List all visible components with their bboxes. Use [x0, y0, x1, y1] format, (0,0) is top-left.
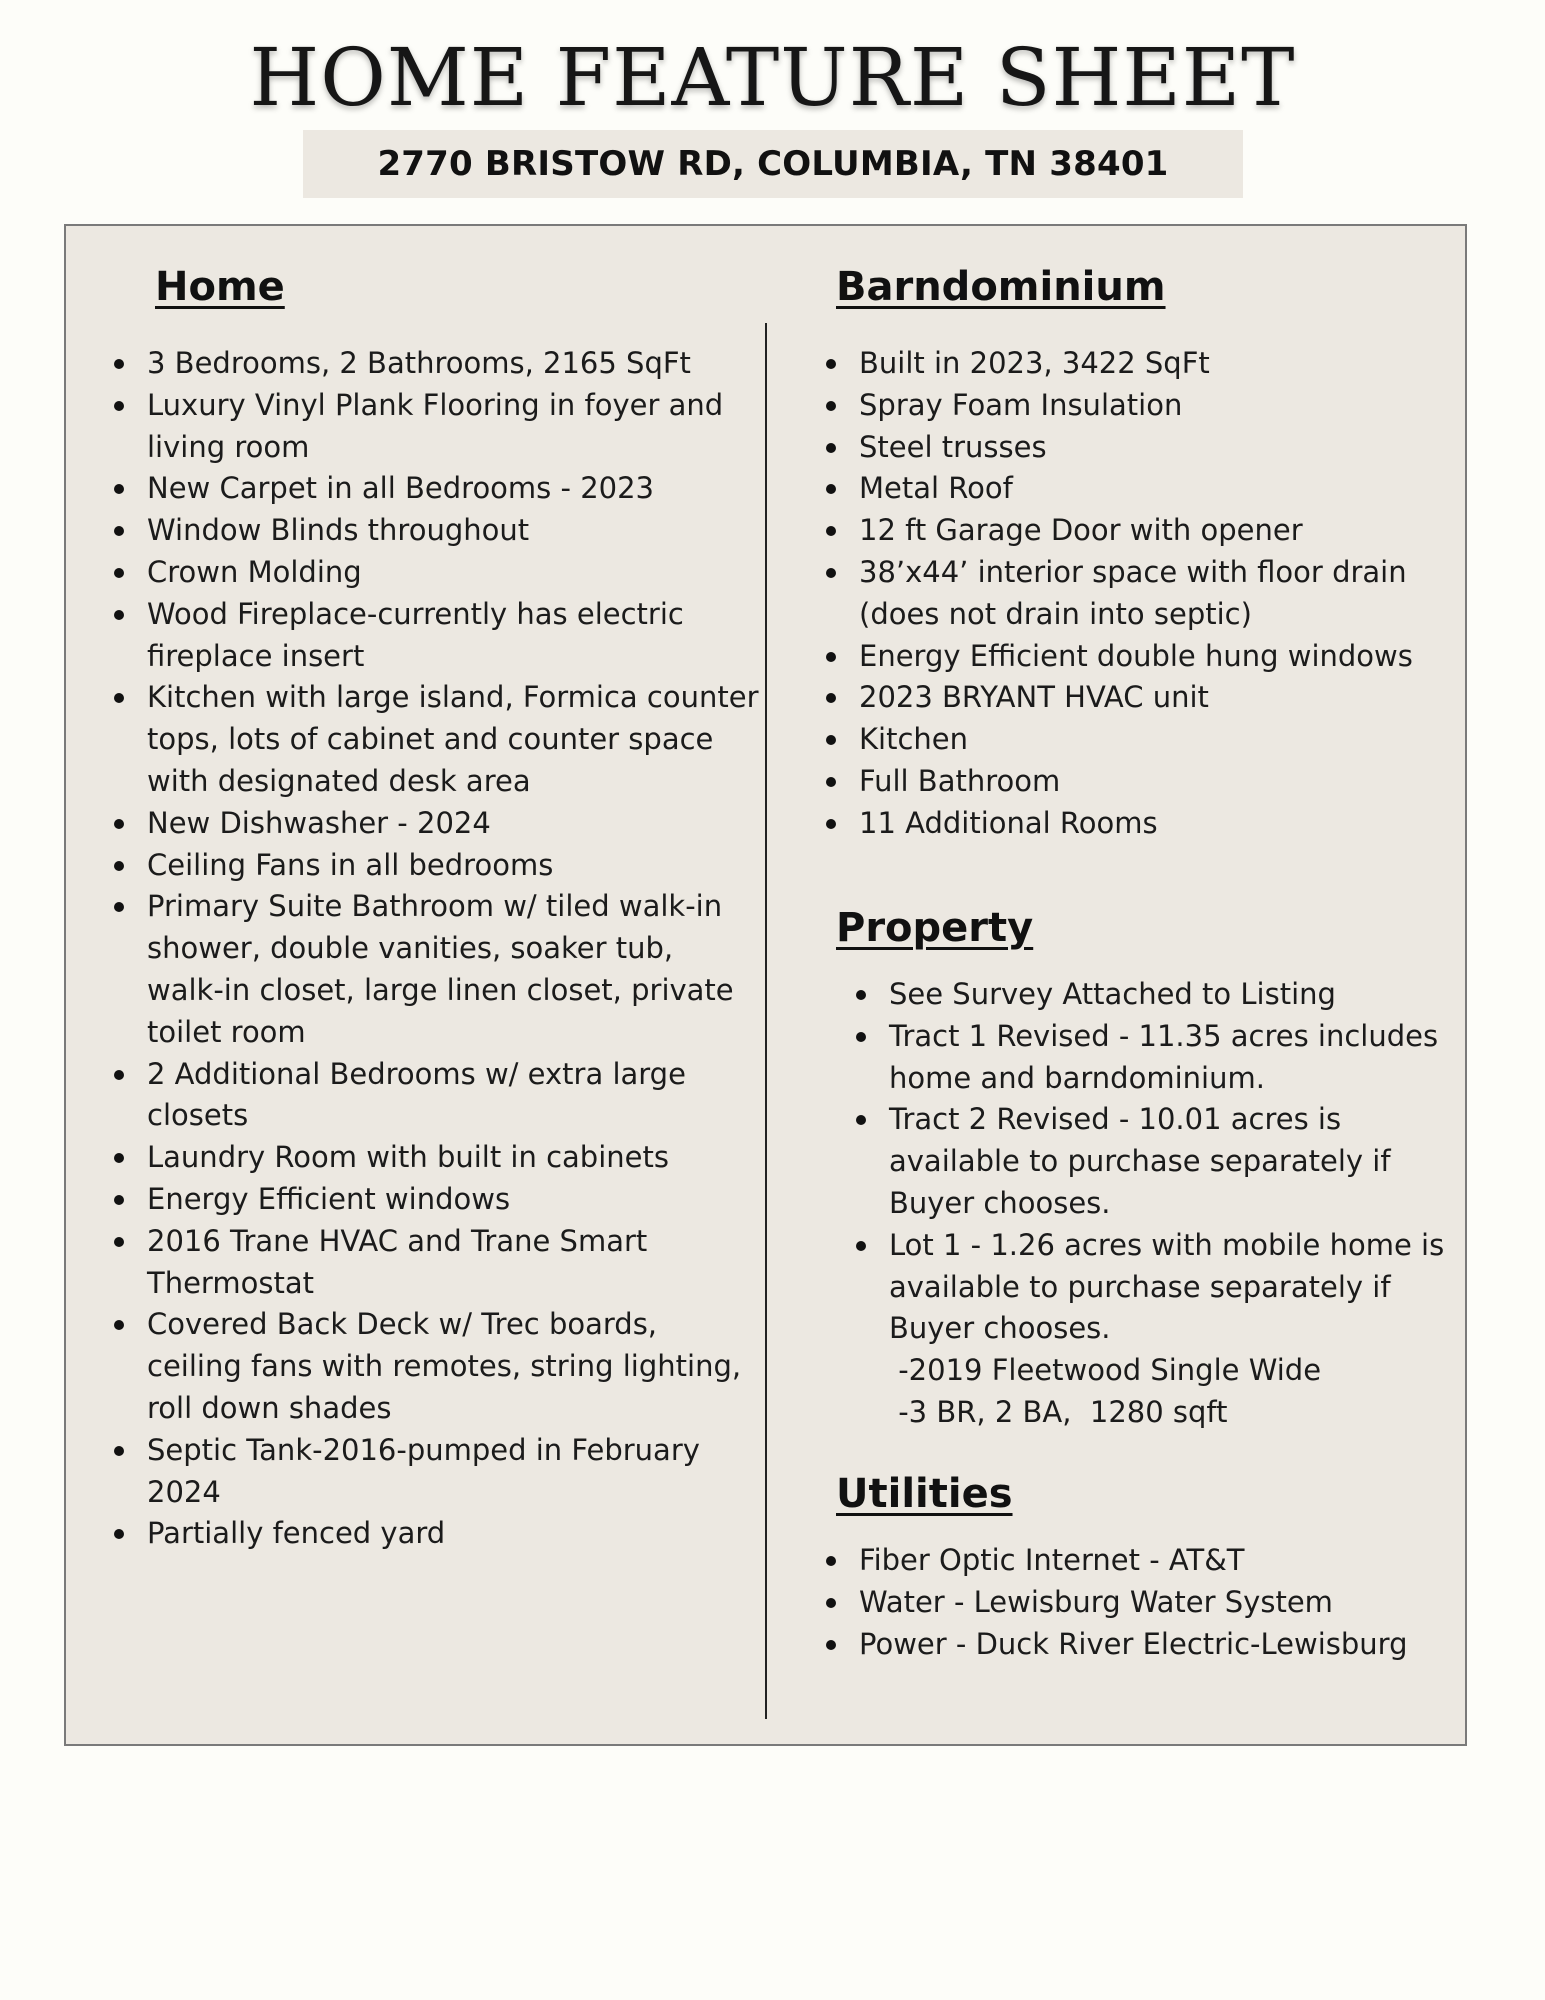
column-divider [765, 323, 767, 1719]
list-item: Luxury Vinyl Plank Flooring in foyer and living room [147, 385, 759, 469]
list-item: See Survey Attached to Listing [889, 974, 1449, 1016]
list-item: Energy Efficient double hung windows [859, 636, 1449, 678]
list-item: Covered Back Deck w/ Trec boards, ceiling fans with remotes, string lighting, roll down shades [147, 1304, 759, 1429]
list-item: Metal Roof [859, 468, 1449, 510]
home-heading: Home [155, 264, 285, 310]
utilities-heading: Utilities [836, 1471, 1013, 1517]
list-item: Wood Fireplace-currently has electric fireplace insert [147, 594, 759, 678]
list-item: Partially fenced yard [147, 1513, 759, 1555]
list-item: Spray Foam Insulation [859, 385, 1449, 427]
list-item: Tract 1 Revised - 11.35 acres includes home and barndominium. [889, 1016, 1449, 1100]
list-sub-item: -3 BR, 2 BA, 1280 sqft [889, 1394, 1228, 1429]
list-item: Power - Duck River Electric-Lewisburg [859, 1624, 1449, 1666]
property-heading: Property [836, 905, 1034, 951]
list-item: Steel trusses [859, 427, 1449, 469]
list-item: Energy Efficient windows [147, 1179, 759, 1221]
utilities-list [859, 1540, 1449, 1665]
list-item: 2016 Trane HVAC and Trane Smart Thermostat [147, 1221, 759, 1305]
list-item: 38’x44’ interior space with floor drain (does not drain into septic) [859, 552, 1449, 636]
list-item: Water - Lewisburg Water System [859, 1582, 1449, 1624]
property-feature-list [889, 974, 1449, 1434]
address-text: 2770 BRISTOW RD, COLUMBIA, TN 38401 [377, 144, 1169, 184]
list-item: 3 Bedrooms, 2 Bathrooms, 2165 SqFt [147, 343, 759, 385]
list-item: 2023 BRYANT HVAC unit [859, 677, 1449, 719]
list-item: New Carpet in all Bedrooms - 2023 [147, 468, 759, 510]
list-item: 2 Additional Bedrooms w/ extra large closets [147, 1054, 759, 1138]
list-item: Ceiling Fans in all bedrooms [147, 845, 759, 887]
list-item: Lot 1 - 1.26 acres with mobile home is available to purchase separately if Buyer chooses. [889, 1225, 1449, 1350]
list-item: Built in 2023, 3422 SqFt [859, 343, 1449, 385]
list-item: Kitchen [859, 719, 1449, 761]
list-sub-item: -2019 Fleetwood Single Wide [889, 1353, 1322, 1388]
list-item: Tract 2 Revised - 10.01 acres is available to purchase separately if Buyer chooses. [889, 1099, 1449, 1224]
list-item: 11 Additional Rooms [859, 803, 1449, 845]
list-item: Laundry Room with built in cabinets [147, 1137, 759, 1179]
list-item: New Dishwasher - 2024 [147, 803, 759, 845]
page-title: HOME FEATURE SHEET [249, 31, 1296, 124]
list-item: Primary Suite Bathroom w/ tiled walk-in shower, double vanities, soaker tub, walk-in closet, large linen closet, private toilet room [147, 886, 759, 1053]
list-item: 12 ft Garage Door with opener [859, 510, 1449, 552]
barndominium-feature-list [859, 343, 1449, 845]
home-feature-list [147, 343, 759, 1555]
list-item: Window Blinds throughout [147, 510, 759, 552]
address-banner [303, 130, 1243, 198]
list-item: Crown Molding [147, 552, 759, 594]
list-item: Septic Tank-2016-pumped in February 2024 [147, 1430, 759, 1514]
list-item: Full Bathroom [859, 761, 1449, 803]
list-item: Kitchen with large island, Formica counter tops, lots of cabinet and counter space with designated desk area [147, 677, 759, 802]
barndominium-heading: Barndominium [836, 264, 1166, 310]
list-item: Fiber Optic Internet - AT&T [859, 1540, 1449, 1582]
